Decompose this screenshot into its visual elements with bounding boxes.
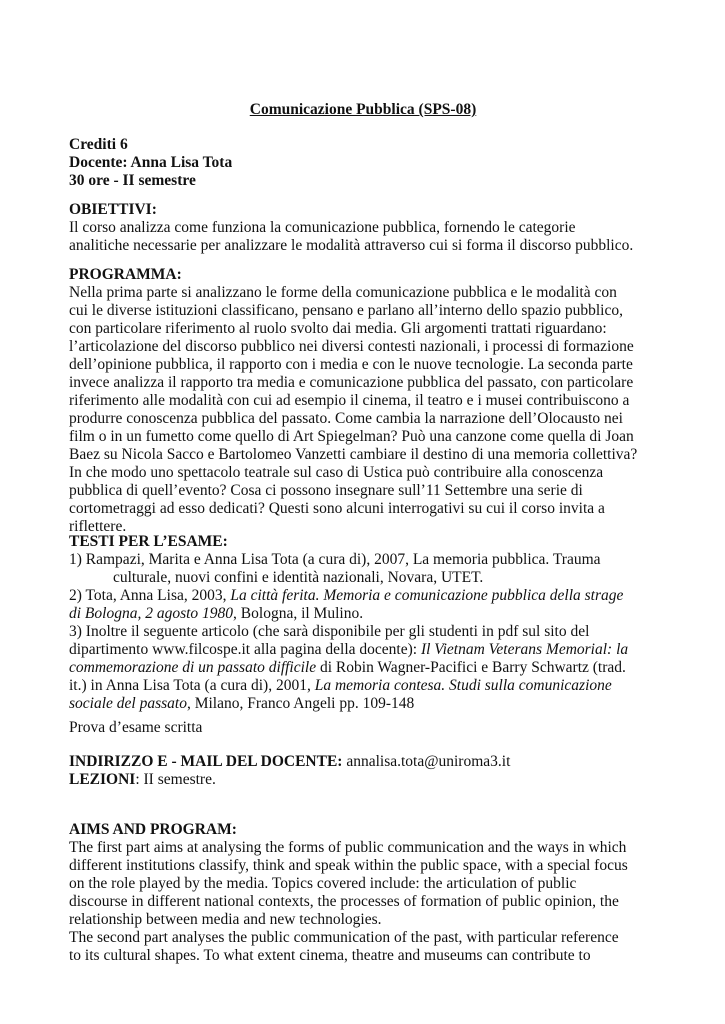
testi-item-1-line-1: 1) Rampazi, Marita e Anna Lisa Tota (a cura di), 2007, La memoria pubblica. Trauma [69, 551, 601, 568]
programma-line: cui le diverse istituzioni classificano, pensano e parlano all’interno dello spazio pubblico, [69, 302, 623, 319]
testi-item-2-line-2: di Bologna, 2 agosto 1980, Bologna, il Mulino. [69, 605, 364, 622]
testi-item-3-line-3: commemorazione di un passato difficile di Robin Wagner-Pacifici e Barry Schwartz (trad. [69, 659, 626, 676]
hours-semester: 30 ore - II semestre [69, 172, 196, 189]
programma-line: film o in un fumetto come quello di Art Spiegelman? Può una canzone come quella di Joan [69, 428, 634, 445]
programma-line: riferimento alle modalità con cui ad esempio il cinema, il teatro e i musei contribuiscono a [69, 392, 630, 409]
section-obiettivi [69, 201, 657, 255]
section-contacts [69, 753, 657, 789]
obiettivi-heading: OBIETTIVI: [69, 201, 157, 218]
obiettivi-text [69, 219, 657, 255]
programma-line: Nella prima parte si analizzano le forme della comunicazione pubblica e le modalità con [69, 284, 617, 301]
aims-line: The second part analyses the public communication of the past, with particular reference [69, 929, 619, 946]
section-testi [69, 533, 657, 713]
aims-line: to its cultural shapes. To what extent cinema, theatre and museums can contribute to [69, 947, 591, 964]
programma-line: pubblica di quell’evento? Cosa ci possono insegnare sull’11 Settembre una serie di [69, 482, 583, 499]
lezioni-value: : II semestre. [135, 771, 216, 788]
programma-line: riflettere. [69, 518, 127, 535]
credits: Crediti 6 [69, 136, 128, 153]
course-info [69, 136, 657, 190]
page-title: Comunicazione Pubblica (SPS-08) [249, 101, 477, 118]
aims-heading: AIMS AND PROGRAM: [69, 821, 237, 838]
section-aims [69, 821, 657, 965]
programma-line: cortometraggi ad esso dedicati? Questi sono alcuni interrogativi su cui il corso invita a [69, 500, 605, 517]
aims-line: relationship between media and new technologies. [69, 911, 382, 928]
programma-line: invece analizza il rapporto tra media e comunicazione pubblica del passato, con particolare [69, 374, 634, 391]
programma-line: produrre conoscenza pubblica del passato. Come cambia la narrazione dell’Olocausto nei [69, 410, 623, 427]
aims-line: different institutions classify, think and speak within the public space, with a special focus [69, 857, 628, 874]
programma-line: con particolare riferimento al ruolo svolto dai media. Gli argomenti trattati riguardano: [69, 320, 607, 337]
testi-item-3-line-5: sociale del passato, Milano, Franco Angeli pp. 109-148 [69, 695, 415, 712]
testi-item-2-line-1: 2) Tota, Anna Lisa, 2003, La città ferita. Memoria e comunicazione pubblica della strage [69, 587, 624, 604]
programma-line: dell’opinione pubblica, il rapporto con i media e con le nuove tecnologie. La seconda parte [69, 356, 633, 373]
aims-line: discourse in different national contexts, the processes of formation of public opinion, the [69, 893, 619, 910]
lezioni-label: LEZIONI [69, 771, 136, 788]
testi-heading: TESTI PER L’ESAME: [69, 533, 228, 550]
aims-text [69, 839, 657, 965]
programma-line: Baez su Nicola Sacco e Bartolomeo Vanzetti cambiare il destino di una memoria collettiva? [69, 446, 638, 463]
aims-line: on the role played by the media. Topics covered include: the articulation of public [69, 875, 577, 892]
section-programma [69, 266, 657, 536]
programma-heading: PROGRAMMA: [69, 266, 182, 283]
testi-item-1-line-2: culturale, nuovi confini e identità nazionali, Novara, UTET. [113, 569, 484, 586]
programma-line: In che modo uno spettacolo teatrale sul caso di Ustica può contribuire alla conoscenza [69, 464, 604, 481]
testi-item-3-line-2: dipartimento www.filcospe.it alla pagina della docente): Il Vietnam Veterans Memorial: la [69, 641, 629, 658]
testi-item-3-line-1: 3) Inoltre il seguente articolo (che sarà disponibile per gli studenti in pdf sul sito del [69, 623, 590, 640]
exam-type: Prova d’esame scritta [69, 719, 203, 736]
testi-item-3-line-4: it.) in Anna Lisa Tota (a cura di), 2001, La memoria contesa. Studi sulla comunicazione [69, 677, 612, 694]
programma-line: l’articolazione del discorso pubblico nei diversi contesti nazionali, i processi di formazione [69, 338, 634, 355]
aims-line: The first part aims at analysing the forms of public communication and the ways in which [69, 839, 627, 856]
teacher-email: annalisa.tota@uniroma3.it [342, 753, 511, 770]
obiettivi-line: Il corso analizza come funziona la comunicazione pubblica, fornendo le categorie [69, 219, 576, 236]
teacher: Docente: Anna Lisa Tota [69, 154, 233, 171]
obiettivi-line: analitiche necessarie per analizzare le modalità attraverso cui si forma il discorso pubblico. [69, 237, 634, 254]
email-label: INDIRIZZO E - MAIL DEL DOCENTE: [69, 753, 343, 770]
programma-text [69, 284, 657, 536]
